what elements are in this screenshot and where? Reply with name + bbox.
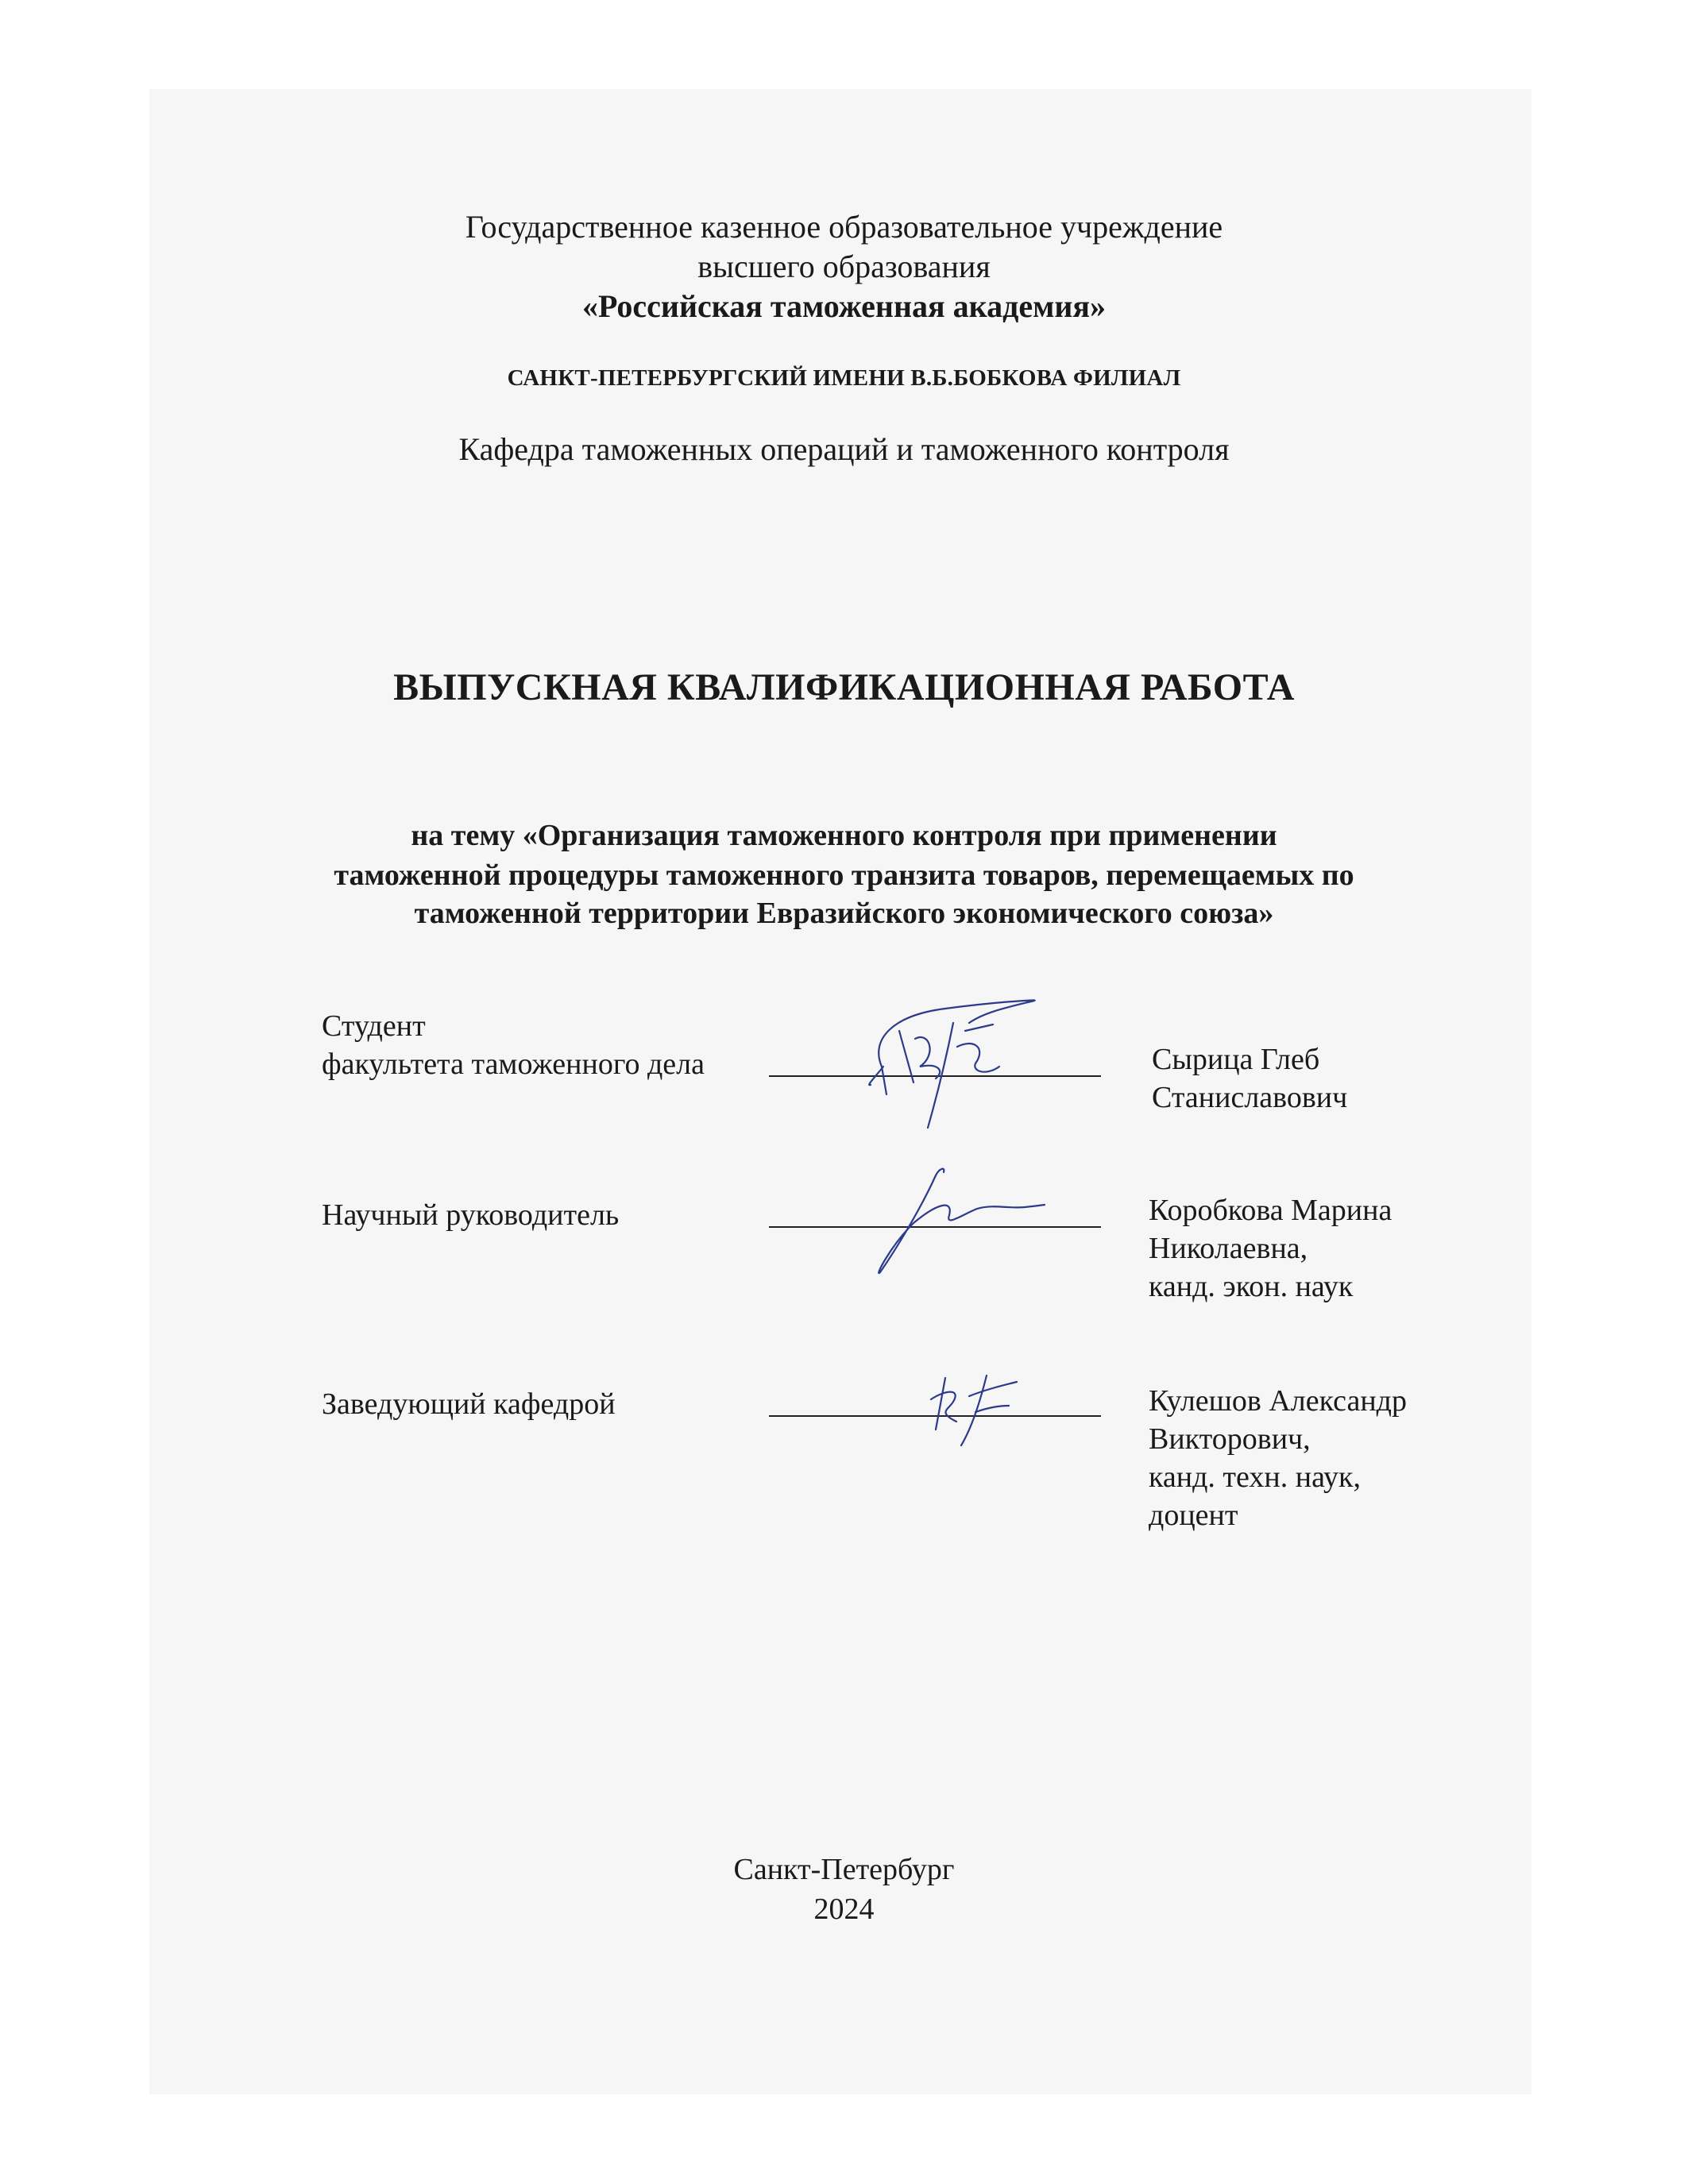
academy-name: «Российская таможенная академия» bbox=[581, 288, 1107, 324]
supervisor-name-line-2: Николаевна, bbox=[1149, 1232, 1308, 1265]
year: 2024 bbox=[813, 1893, 875, 1926]
topic-line-2: таможенной процедуры таможенного транзита товаров, перемещаемых по bbox=[334, 859, 1354, 892]
student-role-line-2: факультета таможенного дела bbox=[322, 1048, 705, 1081]
head-title: доцент bbox=[1149, 1499, 1238, 1532]
document-title: ВЫПУСКНАЯ КВАЛИФИКАЦИОННАЯ РАБОТА bbox=[393, 666, 1295, 708]
student-role-line-1: Студент bbox=[322, 1009, 426, 1043]
supervisor-degree: канд. экон. наук bbox=[1149, 1270, 1354, 1303]
head-role: Заведующий кафедрой bbox=[322, 1387, 616, 1421]
branch-name: САНКТ-ПЕТЕРБУРГСКИЙ ИМЕНИ В.Б.БОБКОВА ФИЛИАЛ bbox=[507, 365, 1181, 391]
topic-line-1: на тему «Организация таможенного контроля при применении bbox=[411, 819, 1277, 852]
institution-line-1: Государственное казенное образовательное учреждение bbox=[465, 209, 1223, 245]
supervisor-name-line-1: Коробкова Марина bbox=[1149, 1194, 1393, 1227]
head-name-line-1: Кулешов Александр bbox=[1149, 1384, 1408, 1418]
department-name: Кафедра таможенных операций и таможенного контроля bbox=[458, 431, 1230, 467]
supervisor-role: Научный руководитель bbox=[322, 1198, 620, 1232]
city: Санкт-Петербург bbox=[733, 1853, 955, 1886]
student-name-line-2: Станиславович bbox=[1152, 1081, 1348, 1114]
supervisor-signature bbox=[866, 1160, 1049, 1279]
head-name-line-2: Викторович, bbox=[1149, 1422, 1311, 1456]
topic-line-3: таможенной территории Евразийского экономического союза» bbox=[414, 897, 1274, 930]
institution-line-2: высшего образования bbox=[697, 249, 991, 284]
head-degree: канд. техн. наук, bbox=[1149, 1461, 1361, 1494]
head-signature bbox=[914, 1366, 1033, 1453]
student-name-line-1: Сырица Глеб bbox=[1152, 1043, 1320, 1076]
student-signature bbox=[826, 991, 1056, 1134]
